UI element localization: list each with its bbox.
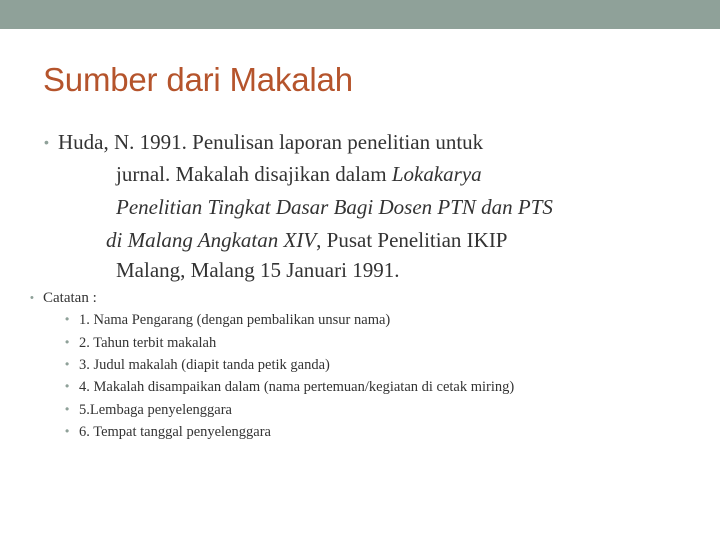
bullet-icon: • [44,134,49,150]
reference-line-2 [116,162,482,187]
bullet-icon: • [65,424,70,438]
list-item-text: 4. Makalah disampaikan dalam (nama pertemuan/kegiatan di cetak miring) [79,379,515,395]
list-item-text: 6. Tempat tanggal penyelenggara [79,424,271,440]
bullet-icon: • [65,312,70,326]
reference-text: jurnal. Makalah disajikan dalam [116,162,392,186]
catatan-heading: Catatan : [43,290,97,306]
list-item-text: 3. Judul makalah (diapit tanda petik ganda) [79,357,330,373]
bullet-icon: • [65,379,70,393]
reference-italic-text: di Malang Angkatan XIV [106,228,317,252]
reference-italic-text: Penelitian Tingkat Dasar Bagi Dosen PTN dan PTS [116,195,553,219]
list-item-text: 2. Tahun terbit makalah [79,335,217,351]
reference-line-5 [116,258,399,283]
list-item [65,312,391,329]
reference-italic-text: Lokakarya [391,162,482,186]
reference-line-4 [106,228,508,253]
list-item-text: 1. Nama Pengarang (dengan pembalikan unsur nama) [79,312,391,328]
reference-text: Huda, N. 1991. Penulisan laporan penelitian untuk [58,130,484,154]
list-item [65,424,271,441]
reference-line-1 [58,130,483,155]
list-item-text: 5.Lembaga penyelenggara [79,402,232,418]
reference-text: , Pusat Penelitian IKIP [316,228,508,252]
bullet-icon: • [65,335,70,349]
list-item [65,357,330,374]
list-item [65,379,515,396]
list-item [65,402,232,419]
bullet-icon: • [30,292,34,304]
bullet-icon: • [65,402,70,416]
reference-line-3 [116,195,553,220]
bullet-icon: • [65,357,70,371]
list-item [65,335,217,352]
reference-text: Malang, Malang 15 Januari 1991. [116,258,400,282]
slide-title: Sumber dari Makalah [43,61,353,98]
